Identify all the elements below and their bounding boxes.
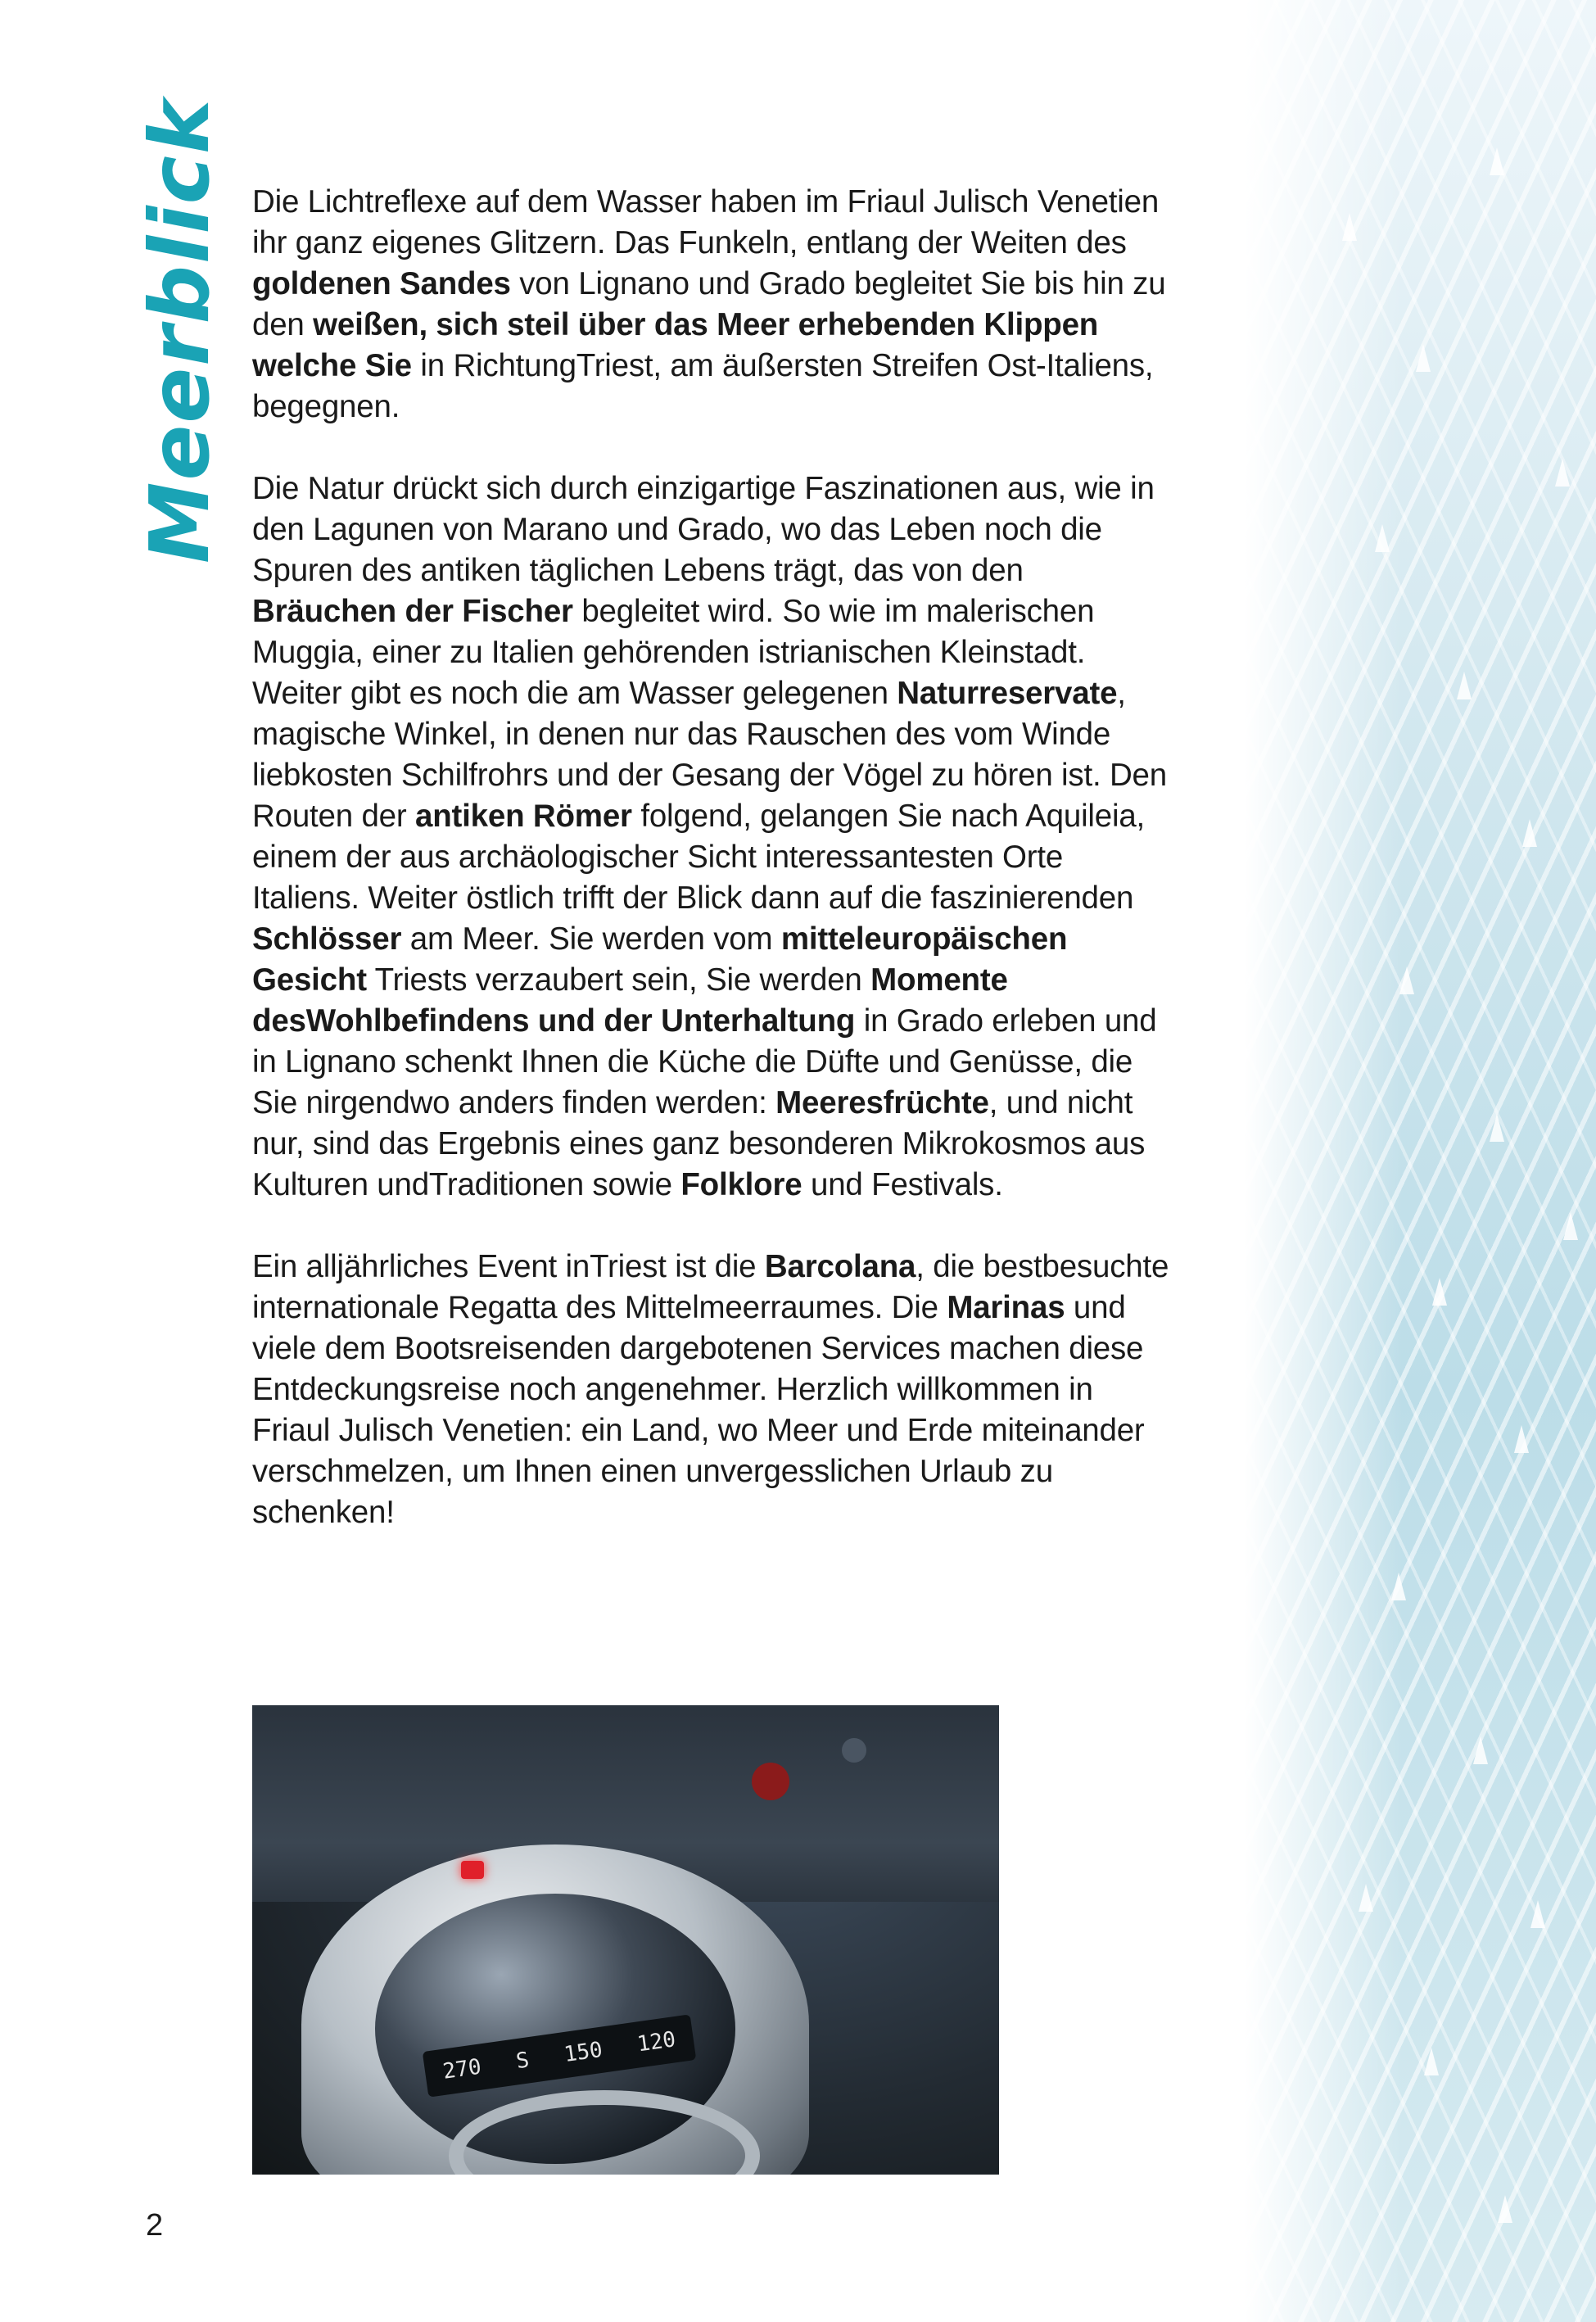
- text-run: Ein alljährliches Event inTriest ist die: [252, 1249, 765, 1284]
- body-text-column: [252, 182, 1169, 1574]
- dashboard-knob: [842, 1738, 866, 1763]
- sail-shape: [1490, 1114, 1504, 1142]
- sail-shape: [1530, 1900, 1545, 1928]
- compass-scale-label: S: [514, 2048, 531, 2075]
- text-run: Die Lichtreflexe auf dem Wasser haben im Friaul Julisch Venetien ihr ganz eigenes Glitzern. Das Funkeln, entlang der Weiten des: [252, 184, 1160, 260]
- highlight-text: Folklore: [680, 1167, 803, 1202]
- highlight-text: Bräuchen der Fischer: [252, 594, 573, 629]
- text-run: am Meer. Sie werden vom: [401, 921, 781, 957]
- highlight-text: Naturreservate: [897, 676, 1118, 711]
- text-run: , die bestbesuchte internationale Regatta des Mittelmeerraumes. Die: [252, 1249, 1169, 1325]
- highlight-text: mitteleuropäischen Gesicht: [252, 921, 1068, 998]
- paragraph-1: [252, 182, 1169, 428]
- compass-scale-label: 270: [441, 2054, 483, 2084]
- highlight-text: Meeresfrüchte: [775, 1085, 989, 1120]
- sail-shape: [1514, 1425, 1529, 1453]
- highlight-text: goldenen Sandes: [252, 266, 511, 301]
- sail-shape: [1498, 2195, 1512, 2223]
- highlight-text: Momente desWohlbefindens und der Unterhaltung: [252, 962, 1008, 1039]
- compass-scale-label: 120: [635, 2027, 678, 2057]
- highlight-text: weißen, sich steil über das Meer erhebenden Klippen welche Sie: [252, 307, 1099, 383]
- regatta-sailboats-photo: [1244, 0, 1596, 2322]
- text-run: und Festivals.: [802, 1167, 1003, 1202]
- text-run: in Grado erleben und in Lignano schenkt Ihnen die Küche die Düfte und Genüsse, die Sie nirgendwo anders finden werden:: [252, 1003, 1157, 1120]
- text-run: , magische Winkel, in denen nur das Rauschen des vom Winde liebkosten Schilfrohrs und der Gesang der Vögel zu hören ist. Den Routen der: [252, 676, 1167, 834]
- highlight-text: Barcolana: [764, 1249, 916, 1284]
- page-number: 2: [146, 2208, 164, 2243]
- sail-shape: [1416, 344, 1431, 372]
- sail-shape: [1563, 1212, 1578, 1240]
- text-run: folgend, gelangen Sie nach Aquileia, einem der aus archäologischer Sicht interessantesten Orte Italiens. Weiter östlich trifft der Blick dann auf die faszinierenden: [252, 799, 1146, 916]
- text-run: Die Natur drückt sich durch einzigartige Faszinationen aus, wie in den Lagunen von Marano und Grado, wo das Leben noch die Spuren des antiken täglichen Lebens trägt, das von den: [252, 471, 1155, 588]
- text-run: , und nicht nur, sind das Ergebnis eines ganz besonderen Mikrokosmos aus Kulturen undTraditionen sowie: [252, 1085, 1146, 1202]
- sail-shape: [1391, 1573, 1406, 1600]
- sail-shape: [1555, 459, 1570, 487]
- highlight-text: antiken Römer: [415, 799, 632, 834]
- compass-scale-label: 150: [562, 2037, 604, 2068]
- text-run: in RichtungTriest, am äußersten Streifen Ost-Italiens, begegnen.: [252, 348, 1154, 424]
- paragraph-3: [252, 1247, 1169, 1533]
- highlight-text: Marinas: [947, 1290, 1065, 1325]
- paragraph-2: [252, 468, 1169, 1206]
- section-title-vertical: Meerblick: [132, 97, 228, 564]
- text-run: und viele dem Bootsreisenden dargebotenen Services machen diese Entdeckungsreise noch angenehmer. Herzlich willkommen in Friaul Julisch Venetien: ein Land, wo Meer und Erde miteinander verschmelzen, um Ihnen einen unvergesslichen Urlaub zu schenken!: [252, 1290, 1145, 1530]
- sail-shape: [1490, 147, 1504, 175]
- dashboard-knob: [752, 1763, 789, 1800]
- sail-shape: [1522, 819, 1537, 847]
- sail-shape: [1432, 1278, 1447, 1306]
- compass-lamp: [461, 1861, 484, 1879]
- sail-shape: [1473, 1736, 1488, 1764]
- sail-shape: [1342, 213, 1357, 241]
- sail-shape: [1375, 524, 1390, 552]
- sail-shape: [1359, 1884, 1373, 1912]
- text-run: von Lignano und Grado begleitet Sie bis hin zu den: [252, 266, 1166, 342]
- text-run: Triests verzaubert sein, Sie werden: [366, 962, 871, 998]
- highlight-text: Schlösser: [252, 921, 402, 957]
- sail-shape: [1457, 672, 1472, 699]
- sail-shape: [1424, 2048, 1439, 2075]
- text-run: begleitet wird. So wie im malerischen Muggia, einer zu Italien gehörenden istrianischen Kleinstadt. Weiter gibt es noch die am Wasser gelegenen: [252, 594, 1095, 711]
- sail-shape: [1399, 966, 1414, 994]
- compass-photo: [252, 1705, 999, 2175]
